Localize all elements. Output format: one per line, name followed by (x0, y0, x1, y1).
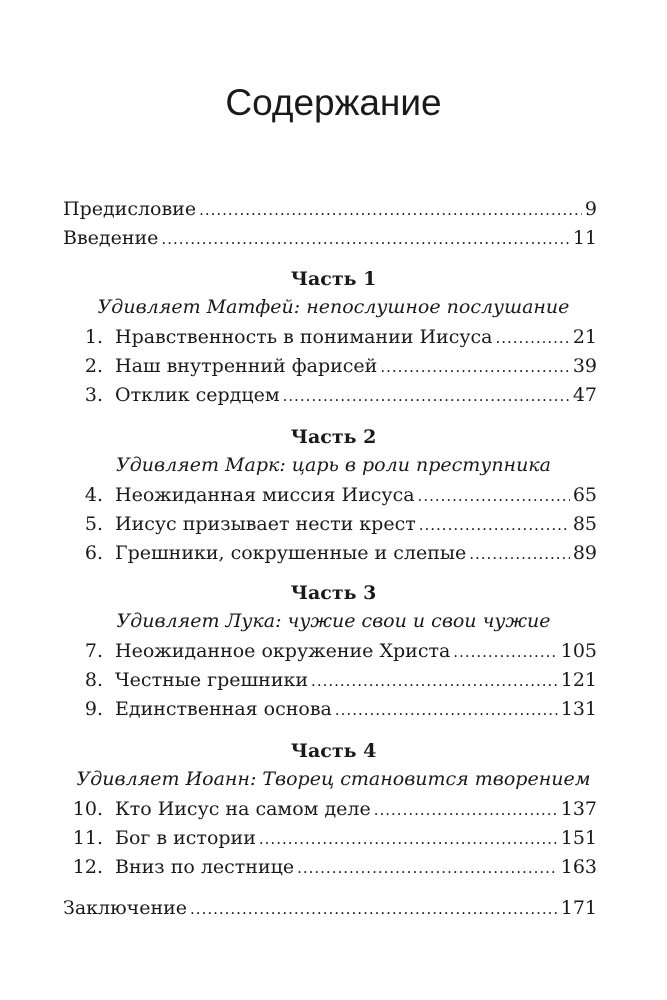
part-heading: Часть 3 (290, 582, 377, 604)
page-number: 9 (584, 198, 597, 220)
toc-entry[interactable] (63, 484, 597, 512)
entry-title: Отклик сердцем (115, 384, 280, 406)
part-subtitle: Удивляет Марк: царь в роли преступника (116, 454, 551, 476)
dot-leader (469, 545, 570, 563)
chapter-number: 7. (84, 640, 103, 662)
entry-title: Неожиданная миссия Иисуса (115, 484, 415, 506)
entry-title: Заключение (63, 897, 188, 919)
toc-entry[interactable] (63, 513, 597, 541)
entry-title: Единственная основа (115, 698, 332, 720)
toc-entry[interactable] (63, 669, 597, 697)
chapter-number: 5. (84, 513, 103, 535)
dot-leader (199, 201, 582, 219)
chapter-number: 9. (84, 698, 103, 720)
page-number: 21 (572, 326, 597, 348)
page-number: 121 (560, 669, 597, 691)
dot-leader (495, 329, 569, 347)
entry-title: Нравственность в понимании Иисуса (115, 326, 493, 348)
page-number: 89 (572, 542, 597, 564)
toc-entry[interactable] (63, 827, 597, 855)
entry-title: Вниз по лестнице (115, 856, 295, 878)
entry-title: Иисус призывает нести крест (115, 513, 416, 535)
part-subtitle: Удивляет Лука: чужие свои и свои чужие (116, 610, 551, 632)
page-number: 85 (572, 513, 597, 535)
page-number: 11 (572, 227, 597, 249)
toc-entry[interactable] (63, 227, 597, 255)
part-heading: Часть 1 (290, 268, 377, 290)
chapter-number: 12. (72, 856, 103, 878)
toc-entry[interactable] (63, 856, 597, 884)
dot-leader (453, 643, 557, 661)
dot-leader (374, 801, 558, 819)
chapter-number: 4. (84, 484, 103, 506)
entry-title: Введение (63, 227, 159, 249)
page-number: 163 (560, 856, 597, 878)
chapter-number: 8. (84, 669, 103, 691)
chapter-number: 3. (84, 384, 103, 406)
page-number: 171 (560, 897, 597, 919)
entry-title: Грешники, сокрушенные и слепые (115, 542, 467, 564)
chapter-number: 6. (84, 542, 103, 564)
entry-title: Честные грешники (115, 669, 309, 691)
dot-leader (335, 701, 558, 719)
dot-leader (311, 672, 558, 690)
page-number: 137 (560, 798, 597, 820)
toc-entry[interactable] (63, 897, 597, 925)
part-heading: Часть 4 (290, 740, 377, 762)
page-title: Содержание (225, 82, 442, 123)
entry-title: Предисловие (63, 198, 197, 220)
dot-leader (380, 358, 569, 376)
page-number: 105 (560, 640, 597, 662)
page-number: 151 (560, 827, 597, 849)
dot-leader (283, 387, 570, 405)
toc-entry[interactable] (63, 542, 597, 570)
part-subtitle: Удивляет Матфей: непослушное послушание (97, 296, 570, 318)
toc-entry[interactable] (63, 384, 597, 412)
entry-title: Бог в истории (115, 827, 256, 849)
entry-title: Наш внутренний фарисей (115, 355, 378, 377)
page-number: 39 (572, 355, 597, 377)
dot-leader (190, 900, 558, 918)
page-number: 65 (572, 484, 597, 506)
toc-entry[interactable] (63, 640, 597, 668)
toc-entry[interactable] (63, 355, 597, 383)
entry-title: Неожиданное окружение Христа (115, 640, 451, 662)
toc-entry[interactable] (63, 698, 597, 726)
toc-entry[interactable] (63, 326, 597, 354)
dot-leader (419, 516, 570, 534)
part-heading: Часть 2 (290, 426, 377, 448)
chapter-number: 2. (84, 355, 103, 377)
chapter-number: 10. (72, 798, 103, 820)
dot-leader (297, 859, 558, 877)
page-number: 131 (560, 698, 597, 720)
toc-entry[interactable] (63, 198, 597, 226)
dot-leader (418, 487, 570, 505)
part-subtitle: Удивляет Иоанн: Творец становится творением (76, 768, 591, 790)
entry-title: Кто Иисус на самом деле (115, 798, 371, 820)
chapter-number: 1. (84, 326, 103, 348)
dot-leader (259, 830, 558, 848)
toc-entry[interactable] (63, 798, 597, 826)
chapter-number: 11. (72, 827, 103, 849)
dot-leader (161, 230, 569, 248)
page-number: 47 (572, 384, 597, 406)
